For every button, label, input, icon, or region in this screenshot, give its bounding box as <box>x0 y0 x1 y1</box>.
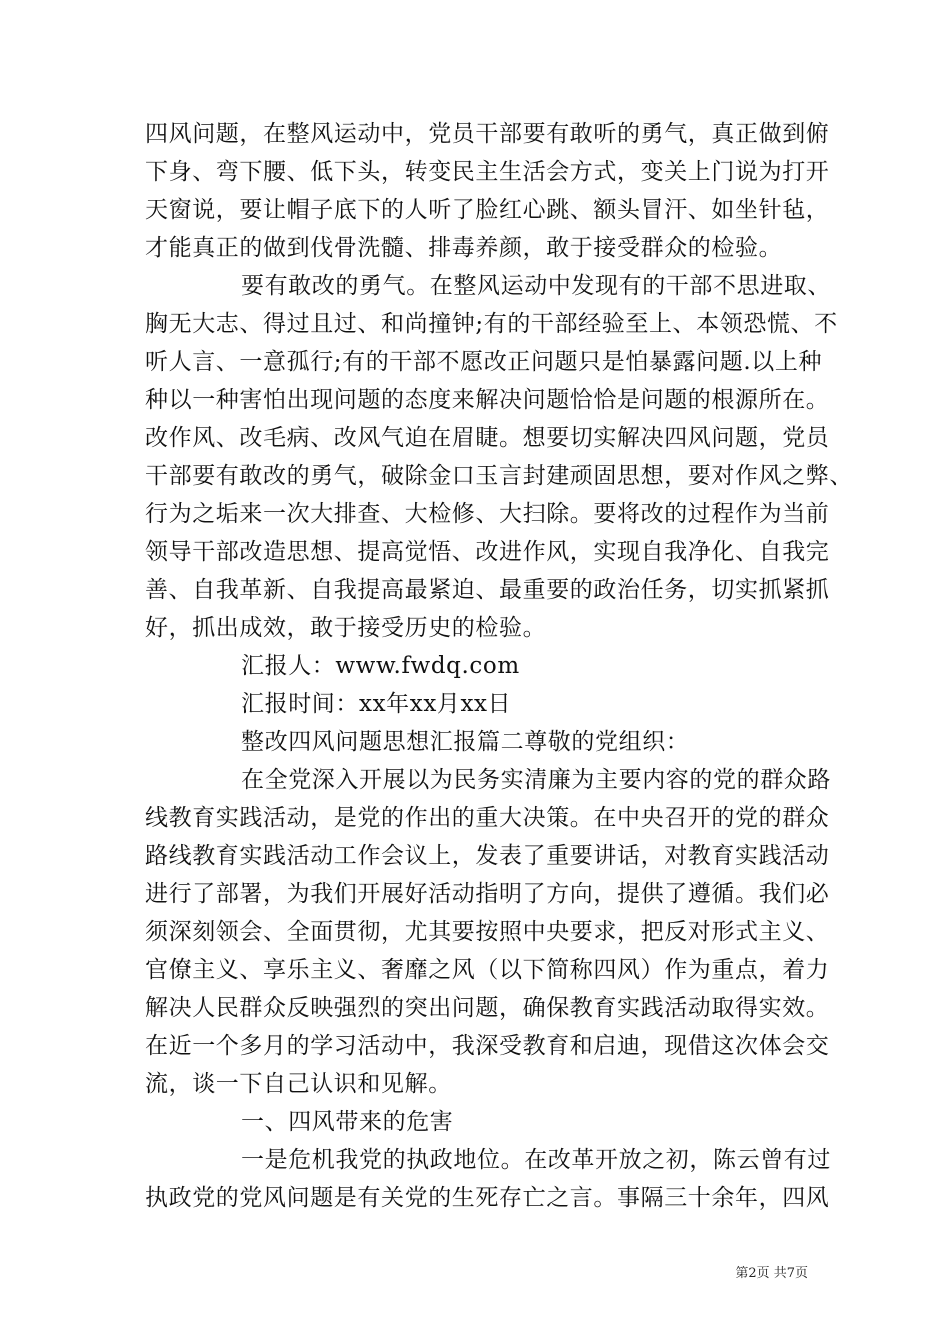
paragraph-first-line: 一是危机我党的执政地位。在改革开放之初，陈云曾有过 <box>241 1147 831 1173</box>
text-line: 干部要有敢改的勇气，破除金口玉言封建顽固思想，要对作风之弊、 <box>145 463 853 489</box>
text-line: 种以一种害怕出现问题的态度来解决问题恰恰是问题的根源所在。 <box>145 387 830 413</box>
text-line: 进行了部署，为我们开展好活动指明了方向，提供了遵循。我们必 <box>145 881 830 907</box>
text-line: 改作风、改毛病、改风气迫在眉睫。想要切实解决四风问题，党员 <box>145 425 830 451</box>
text-line: 执政党的党风问题是有关党的生死存亡之言。事隔三十余年，四风 <box>145 1185 830 1211</box>
text-line: 须深刻领会、全面贯彻，尤其要按照中央要求，把反对形式主义、 <box>145 919 830 945</box>
text-line: 善、自我革新、自我提高最紧迫、最重要的政治任务，切实抓紧抓 <box>145 577 830 603</box>
text-line: 解决人民群众反映强烈的突出问题，确保教育实践活动取得实效。 <box>145 995 830 1021</box>
paragraph-first-line: 要有敢改的勇气。在整风运动中发现有的干部不思进取、 <box>241 273 831 299</box>
text-line: 才能真正的做到伐骨洗髓、排毒养颜，敢于接受群众的检验。 <box>145 235 783 261</box>
text-line: 领导干部改造思想、提高觉悟、改进作风，实现自我净化、自我完 <box>145 539 830 565</box>
text-line: 天窗说，要让帽子底下的人听了脸红心跳、额头冒汗、如坐针毡， <box>145 197 830 223</box>
text-line: 线教育实践活动，是党的作出的重大决策。在中央召开的党的群众 <box>145 805 830 831</box>
document-body <box>145 115 853 1217</box>
section-title: 整改四风问题思想汇报篇二尊敬的党组织： <box>241 729 690 755</box>
text-line: 好，抓出成效，敢于接受历史的检验。 <box>145 615 547 641</box>
text-line: 下身、弯下腰、低下头，转变民主生活会方式，变关上门说为打开 <box>145 159 830 185</box>
text-line: 在近一个多月的学习活动中，我深受教育和启迪，现借这次体会交 <box>145 1033 830 1059</box>
text-line: 行为之垢来一次大排查、大检修、大扫除。要将改的过程作为当前 <box>145 501 830 527</box>
page-number-footer: 第2页 共7页 <box>735 1266 808 1281</box>
text-line: 听人言、一意孤行;有的干部不愿改正问题只是怕暴露问题.以上种 <box>145 349 823 375</box>
reporter-line: 汇报人：www.fwdq.com <box>241 653 520 679</box>
text-line: 路线教育实践活动工作会议上，发表了重要讲话，对教育实践活动 <box>145 843 830 869</box>
text-line: 四风问题，在整风运动中，党员干部要有敢听的勇气，真正做到俯 <box>145 121 830 147</box>
text-line: 流，谈一下自己认识和见解。 <box>145 1071 452 1097</box>
section-heading: 一、四风带来的危害 <box>241 1109 454 1135</box>
text-line: 官僚主义、享乐主义、奢靡之风（以下简称四风）作为重点，着力 <box>145 957 830 983</box>
text-line: 胸无大志、得过且过、和尚撞钟;有的干部经验至上、本领恐慌、不 <box>145 311 838 337</box>
report-date-line: 汇报时间：xx年xx月xx日 <box>241 691 512 717</box>
paragraph-first-line: 在全党深入开展以为民务实清廉为主要内容的党的群众路 <box>241 767 831 793</box>
